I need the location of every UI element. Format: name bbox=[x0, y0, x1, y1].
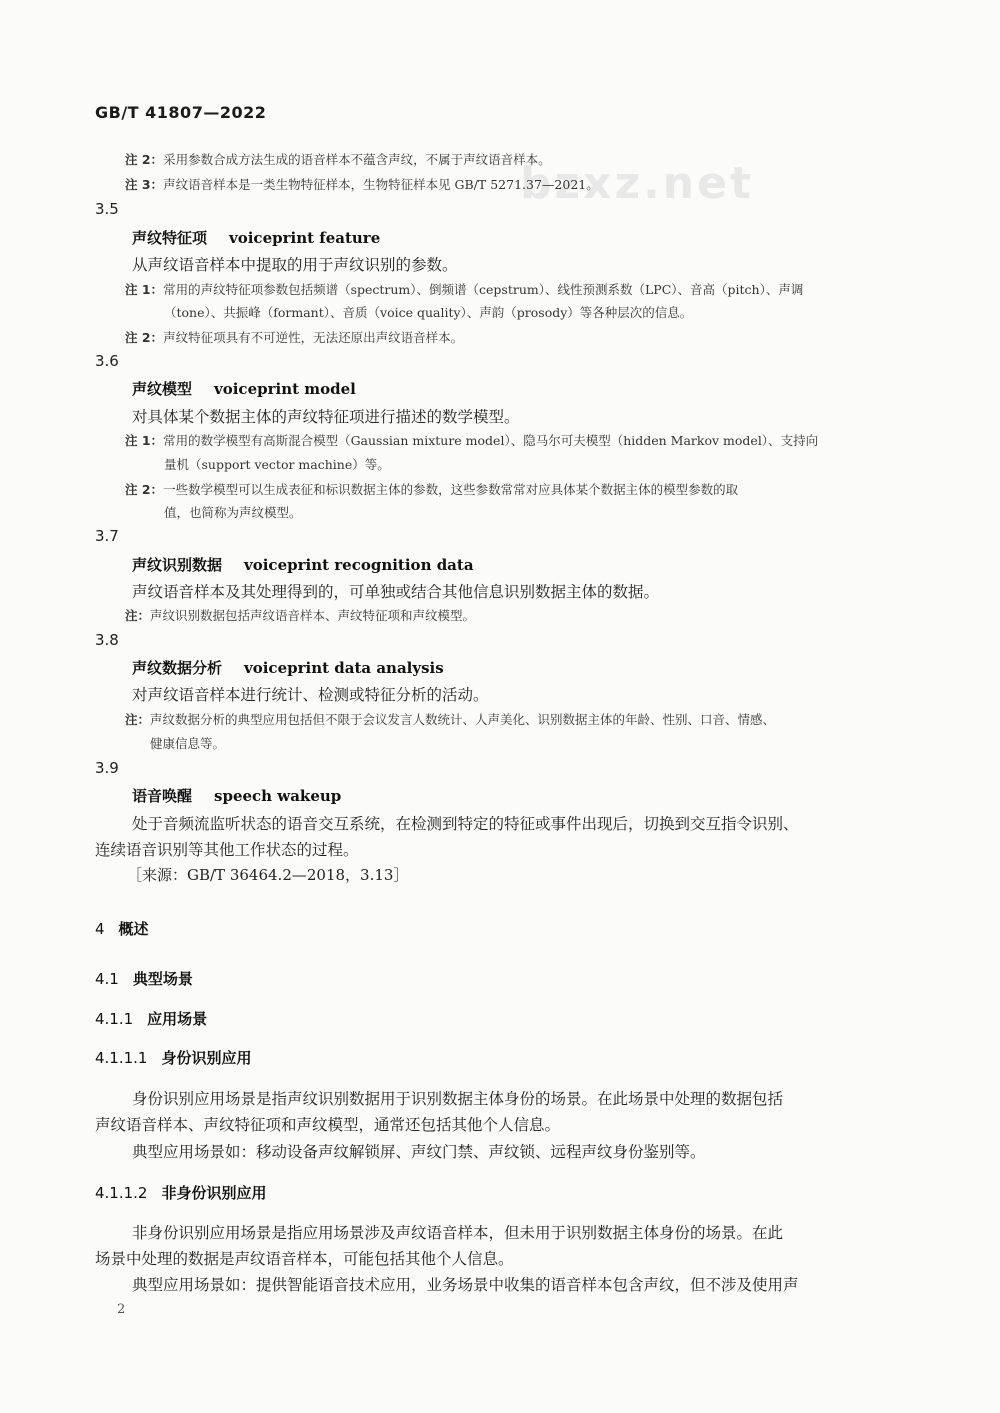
standard-header: GB/T 41807—2022 bbox=[95, 103, 267, 122]
subsubsection-heading: 4.1.1.1 身份识别应用 bbox=[95, 1049, 252, 1067]
definition: 声纹语音样本及其处理得到的，可单独或结合其他信息识别数据主体的数据。 bbox=[132, 583, 660, 601]
paragraph-line: 场景中处理的数据是声纹语音样本，可能包括其他个人信息。 bbox=[95, 1250, 514, 1268]
subsection-heading: 4.1.1 应用场景 bbox=[95, 1010, 208, 1028]
clause-number: 3.5 bbox=[95, 200, 119, 218]
subsubsection-heading: 4.1.1.2 非身份识别应用 bbox=[95, 1184, 267, 1202]
note-line: 值，也简称为声纹模型。 bbox=[164, 505, 302, 520]
note-line: 健康信息等。 bbox=[150, 736, 226, 751]
note-line: 注：声纹识别数据包括声纹语音样本、声纹特征项和声纹模型。 bbox=[125, 608, 476, 623]
note-line: （tone）、共振峰（formant）、音质（voice quality）、声韵（prosody）等各种层次的信息。 bbox=[164, 305, 693, 320]
paragraph-line: 身份识别应用场景是指声纹识别数据用于识别数据主体身份的场景。在此场景中处理的数据包括 bbox=[132, 1090, 784, 1108]
term-title: 声纹模型 voiceprint model bbox=[132, 380, 356, 398]
note-line: 注：声纹数据分析的典型应用包括但不限于会议发言人数统计、人声美化、识别数据主体的年龄、性别、口音、情感、 bbox=[125, 712, 776, 727]
clause-number: 3.9 bbox=[95, 759, 119, 777]
definition: 对声纹语音样本进行统计、检测或特征分析的活动。 bbox=[132, 686, 489, 704]
paragraph-line: 典型应用场景如：移动设备声纹解锁屏、声纹门禁、声纹锁、远程声纹身份鉴别等。 bbox=[132, 1143, 706, 1161]
page-number: 2 bbox=[117, 1302, 126, 1317]
note-line: 注 1：常用的声纹特征项参数包括频谱（spectrum）、倒频谱（cepstrum）、线性预测系数（LPC）、音高（pitch）、声调 bbox=[125, 282, 804, 297]
source-reference: ［来源：GB/T 36464.2—2018，3.13］ bbox=[127, 866, 409, 884]
paragraph-line: 声纹语音样本、声纹特征项和声纹模型，通常还包括其他个人信息。 bbox=[95, 1116, 561, 1134]
term-title: 声纹识别数据 voiceprint recognition data bbox=[132, 556, 474, 574]
chapter-heading: 4 概述 bbox=[95, 920, 149, 938]
term-title: 声纹数据分析 voiceprint data analysis bbox=[132, 659, 444, 677]
watermark: bzxz.net bbox=[520, 158, 755, 209]
note-line: 注 3：声纹语音样本是一类生物特征样本，生物特征样本见 GB/T 5271.37—2021。 bbox=[125, 177, 599, 192]
definition: 连续语音识别等其他工作状态的过程。 bbox=[95, 841, 359, 859]
clause-number: 3.6 bbox=[95, 352, 119, 370]
definition: 对具体某个数据主体的声纹特征项进行描述的数学模型。 bbox=[132, 408, 520, 426]
note-line: 量机（support vector machine）等。 bbox=[164, 457, 390, 472]
clause-number: 3.7 bbox=[95, 527, 119, 545]
term-title: 声纹特征项 voiceprint feature bbox=[132, 229, 381, 247]
note-line: 注 2：声纹特征项具有不可逆性，无法还原出声纹语音样本。 bbox=[125, 330, 464, 345]
definition: 从声纹语音样本中提取的用于声纹识别的参数。 bbox=[132, 256, 458, 274]
section-heading: 4.1 典型场景 bbox=[95, 970, 193, 988]
note-line: 注 1：常用的数学模型有高斯混合模型（Gaussian mixture model）、隐马尔可夫模型（hidden Markov model）、支持向 bbox=[125, 433, 819, 448]
paragraph-line: 非身份识别应用场景是指应用场景涉及声纹语音样本，但未用于识别数据主体身份的场景。在此 bbox=[132, 1224, 784, 1242]
term-title: 语音唤醒 speech wakeup bbox=[132, 787, 342, 805]
clause-number: 3.8 bbox=[95, 631, 119, 649]
note-line: 注 2：一些数学模型可以生成表征和标识数据主体的参数，这些参数常常对应具体某个数据主体的模型参数的取 bbox=[125, 482, 739, 497]
note-line: 注 2：采用参数合成方法生成的语音样本不蕴含声纹，不属于声纹语音样本。 bbox=[125, 152, 551, 167]
paragraph-line: 典型应用场景如：提供智能语音技术应用，业务场景中收集的语音样本包含声纹，但不涉及使用声 bbox=[132, 1276, 799, 1294]
definition: 处于音频流监听状态的语音交互系统，在检测到特定的特征或事件出现后，切换到交互指令识别、 bbox=[132, 815, 799, 833]
